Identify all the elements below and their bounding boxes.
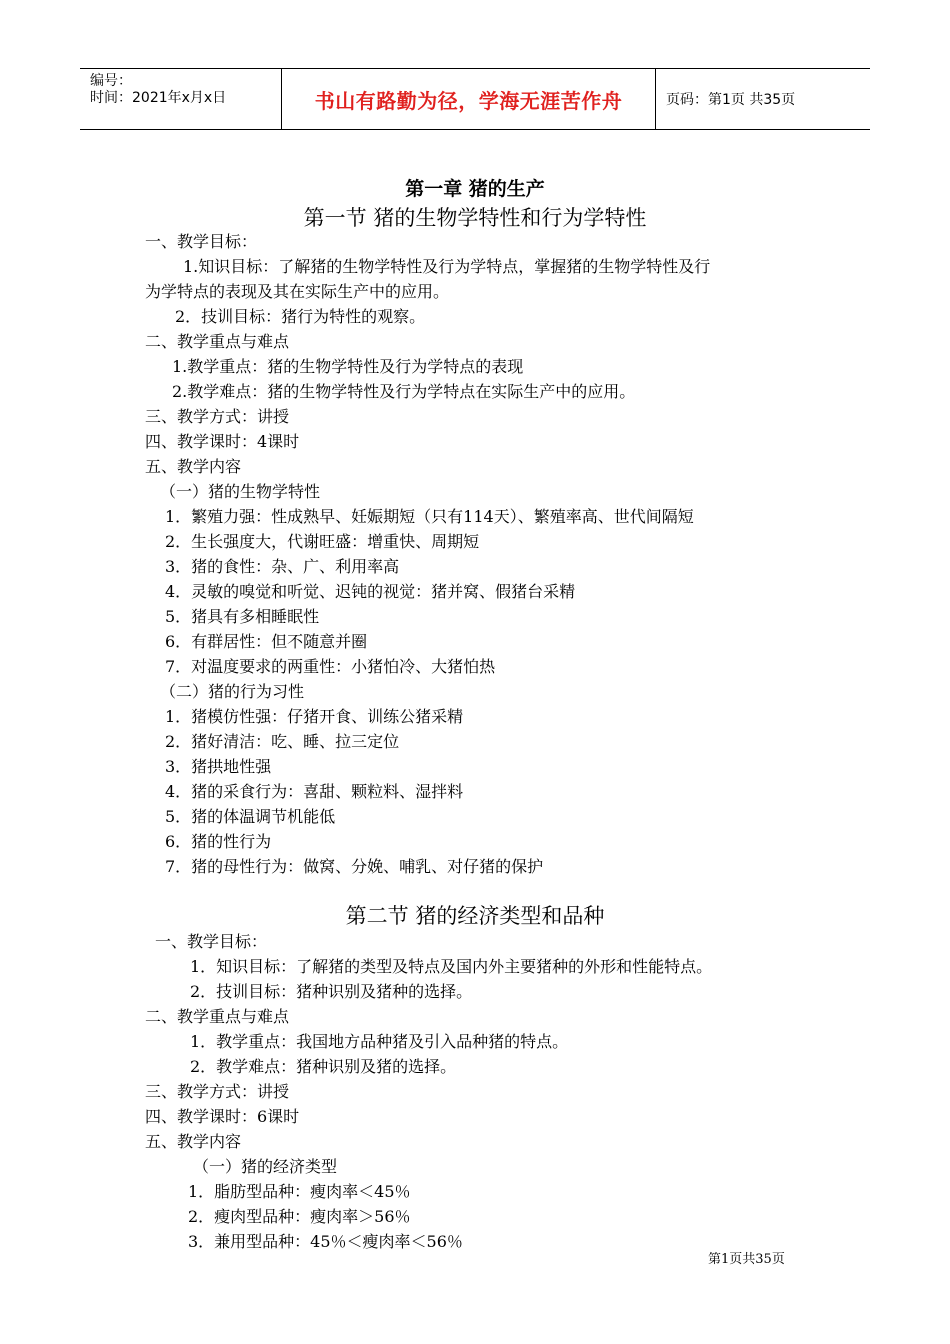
s2-line: 2．瘦肉型品种：瘦肉率＞56％	[188, 1207, 411, 1226]
s2-line: 1．脂肪型品种：瘦肉率＜45％	[188, 1182, 411, 1201]
s1-line: 三、教学方式：讲授	[145, 407, 290, 426]
s1-line: 1．繁殖力强：性成熟早、妊娠期短（只有114天）、繁殖率高、世代间隔短	[165, 507, 694, 526]
s2-line: 三、教学方式：讲授	[145, 1082, 290, 1101]
s2-line: 四、教学课时：6课时	[145, 1107, 300, 1126]
s1-line: 4．灵敏的嗅觉和听觉、迟钝的视觉：猪并窝、假猪台采精	[165, 582, 576, 601]
s1-line: 1.教学重点：猪的生物学特性及行为学特点的表现	[172, 357, 524, 376]
s1-line: 3．猪的食性：杂、广、利用率高	[165, 557, 400, 576]
s1-line: 为学特点的表现及其在实际生产中的应用。	[145, 282, 450, 301]
s2-line: 2．技训目标：猪种识别及猪种的选择。	[190, 982, 473, 1001]
header-meta	[80, 69, 282, 129]
s1-line: 1．猪模仿性强：仔猪开食、训练公猪采精	[165, 707, 464, 726]
header-page-number: 页码：第1页 共35页	[666, 92, 796, 108]
s1-line: 7．对温度要求的两重性：小猪怕冷、大猪怕热	[165, 657, 496, 676]
s1-line: 2．猪好清洁：吃、睡、拉三定位	[165, 732, 400, 751]
header-number: 编号：	[90, 73, 132, 89]
s1-line: 6．猪的性行为	[165, 832, 272, 851]
section-2-title: 第二节 猪的经济类型和品种	[345, 904, 605, 928]
s1-line: 四、教学课时：4课时	[145, 432, 300, 451]
s1-line: 7．猪的母性行为：做窝、分娩、哺乳、对仔猪的保护	[165, 857, 544, 876]
s2-line: 1．知识目标：了解猪的类型及特点及国内外主要猪种的外形和性能特点。	[190, 957, 713, 976]
header-date: 时间：2021年x月x日	[90, 90, 227, 106]
s1-line: 5．猪具有多相睡眠性	[165, 607, 320, 626]
s2-line: （一）猪的经济类型	[193, 1157, 338, 1176]
header-motto: 书山有路勤为径，学海无涯苦作舟	[282, 69, 656, 129]
page-header	[80, 68, 870, 130]
s1-line: 一、教学目标：	[145, 232, 258, 251]
s1-line: 二、教学重点与难点	[145, 332, 290, 351]
s1-line: 4．猪的采食行为：喜甜、颗粒料、湿拌料	[165, 782, 464, 801]
s1-line: 1.知识目标：了解猪的生物学特性及行为学特点，掌握猪的生物学特性及行	[183, 257, 711, 276]
section-1-title: 第一节 猪的生物学特性和行为学特性	[303, 206, 647, 230]
s2-line: 3．兼用型品种：45％＜瘦肉率＜56％	[188, 1232, 463, 1251]
s2-line: 五、教学内容	[145, 1132, 242, 1151]
s1-line: 五、教学内容	[145, 457, 242, 476]
s1-line: （一）猪的生物学特性	[160, 482, 321, 501]
s1-line: 5．猪的体温调节机能低	[165, 807, 336, 826]
s1-line: （二）猪的行为习性	[160, 682, 305, 701]
chapter-title: 第一章 猪的生产	[405, 178, 545, 200]
s1-line: 2．生长强度大，代谢旺盛：增重快、周期短	[165, 532, 480, 551]
s1-line: 6．有群居性：但不随意并圈	[165, 632, 368, 651]
s1-line: 2．技训目标：猪行为特性的观察。	[175, 307, 426, 326]
s2-line: 1．教学重点：我国地方品种猪及引入品种猪的特点。	[190, 1032, 569, 1051]
s2-line: 二、教学重点与难点	[145, 1007, 290, 1026]
s2-line: 一、教学目标：	[155, 932, 268, 951]
s2-line: 2．教学难点：猪种识别及猪的选择。	[190, 1057, 457, 1076]
page-footer: 第1页共35页	[708, 1252, 785, 1267]
s1-line: 3．猪拱地性强	[165, 757, 272, 776]
s1-line: 2.教学难点：猪的生物学特性及行为学特点在实际生产中的应用。	[172, 382, 636, 401]
